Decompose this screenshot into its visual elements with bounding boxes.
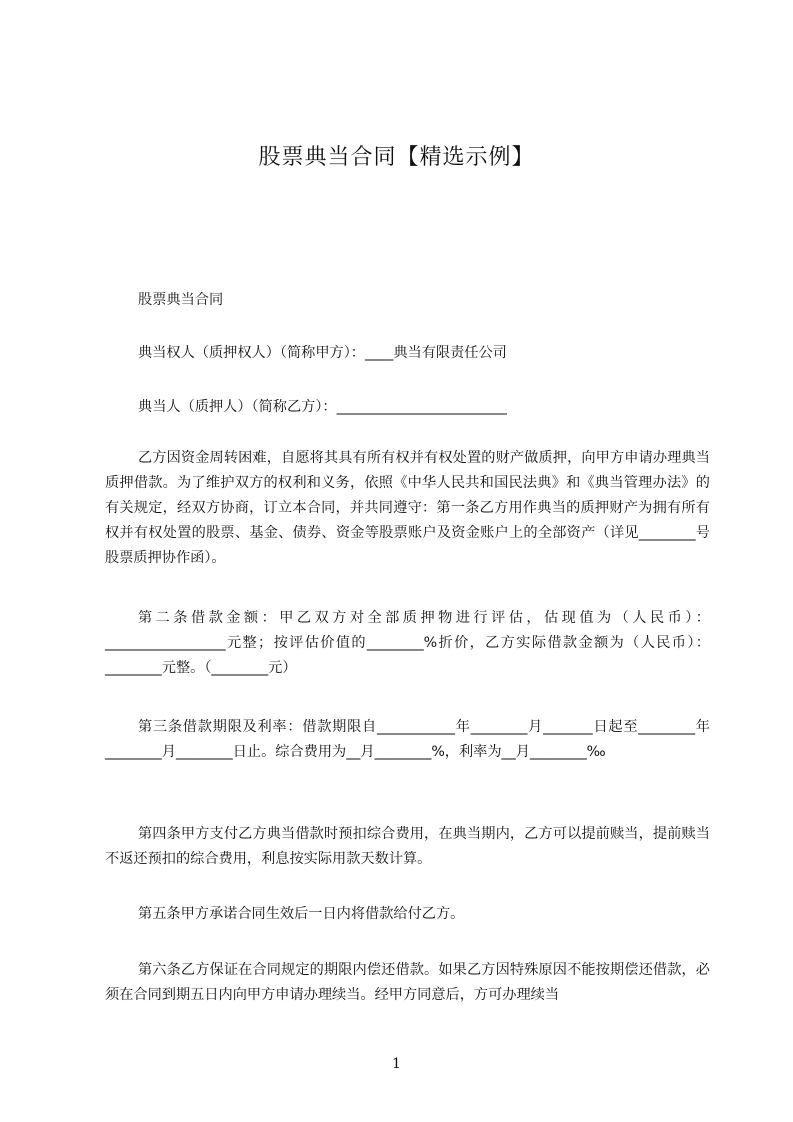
page-number: 1 <box>392 1056 401 1072</box>
paragraph-article-4: 第四条甲方支付乙方典当借款时预扣综合费用，在典当期内，乙方可以提前赎当，提前赎当不返还预扣的综合费用，利息按实际用款天数计算。 <box>105 826 710 867</box>
paragraph-party-b: 典当人（质押人）（简称乙方）：________________________ <box>138 399 507 415</box>
paragraph-article-3: 第三条借款期限及利率：借款期限自___________年________月_______日起至________年________月________日止。综合费用为__月________%，利率为__月________‰ <box>105 719 710 760</box>
paragraph-article-6: 第六条乙方保证在合同规定的期限内偿还借款。如果乙方因特殊原因不能按期偿还借款，必须在合同到期五日内向甲方申请办理续当。经甲方同意后，方可办理续当 <box>105 962 710 1003</box>
paragraph-contract-name: 股票典当合同 <box>138 292 224 308</box>
paragraph-party-a: 典当权人（质押权人）（简称甲方）：____典当有限责任公司 <box>138 345 507 361</box>
paragraph-preamble-article-1: 乙方因资金周转困难，自愿将其具有所有权并有权处置的财产做质押，向甲方申请办理典当质押借款。为了维护双方的权利和义务，依照《中华人民共和国民法典》和《典当管理办法》的有关规定，经双方协商，订立本合同，并共同遵守：第一条乙方用作典当的质押财产为拥有所有权并有权处置的股票、基金、债券、资金等股票账户及资金账户上的全部资产（详见________号股票质押协作函）。 <box>105 450 710 566</box>
paragraph-article-5: 第五条甲方承诺合同生效后一日内将借款给付乙方。 <box>138 906 465 922</box>
document-title: 股票典当合同【精选示例】 <box>258 145 535 170</box>
paragraph-article-2: 第二条借款金额：甲乙双方对全部质押物进行评估，估现值为（人民币）：_________________元整；按评估价值的________%折价，乙方实际借款金额为（人民币）：________元整。（________元） <box>105 610 710 676</box>
